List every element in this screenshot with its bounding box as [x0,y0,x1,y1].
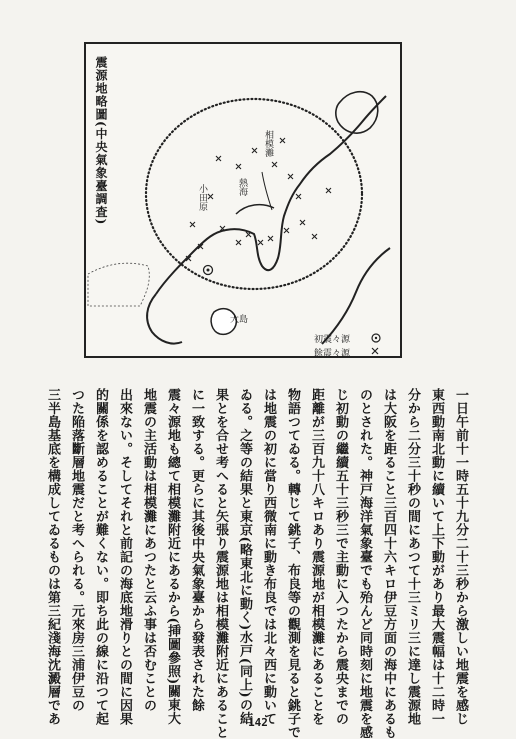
label-atami: 熱海 [237,178,247,196]
text-column: 的關係を認めることが難くない。即ち此の線に沿つて起 [93,388,108,726]
text-column: は地震の初に當り西微南に動き布良では北々西に動いて [261,388,276,726]
coastline-south [147,294,182,344]
text-column: 果とを合せ考へると矢張り震源地は相模灘附近にあること [213,388,228,739]
label-oshima: 大島 [230,315,249,325]
epicenter-map-figure [84,42,402,358]
legend-symbol-aftershock [372,348,378,354]
text-column: ゐる。之等の結果と東京(略東北に動く)水戸(同上)の結 [237,388,252,726]
text-column: 震々源地も總て相模灘附近にあるから(挿圖參照)關東大 [165,388,180,726]
text-column: 出來ない。そしてそれと前記の海底地滑りとの間に因果 [117,388,132,726]
text-column: つた陥落斷層地震だと考へられる。元來房三浦伊豆の [69,388,84,712]
text-column: 距離が三百九十八キロあり震源地が相模灘にあることを [309,388,324,726]
legend-symbol-initial [372,334,380,342]
text-column: 一日午前十一時五十九分二十三秒から激しい地震を感じ [453,388,468,726]
text-column: 三半島基底を構成してゐるものは第三紀淺海沈澱層であ [45,388,60,726]
figure-title: 震源地略圖(中央氣象臺調査) [94,56,108,226]
label-sagami-bay: 相模灘 [263,130,273,157]
initial-epicenter-mark [204,266,213,275]
label-odawara: 小田原 [197,184,207,211]
text-column: のとされた。神戸海洋氣象臺でも殆んど同時刻に地震を感 [357,388,372,739]
text-column: に一致する。更らに其後中央氣象臺から發表された餘 [189,388,204,712]
aftershock-zone [146,99,362,289]
page-number: 142 [248,716,268,729]
epicenter-map [86,44,400,356]
text-column: 地震の主活動は相模灘にあつたと云ふ事は否むことの [141,388,156,712]
legend-item-initial: 初震々源 [314,335,351,345]
coastline-east [322,248,390,344]
coastline [156,96,386,294]
text-column: 分から二分三十秒の間にあつて十三ミリ三に達し震源地 [405,388,420,726]
land-west [88,263,149,306]
text-column: 物語つてゐる。轉じて銚子、布良等の觀測を見ると銚子で [285,388,300,739]
text-column: じ初動の繼續五十三秒三で主動に入つたから震央までの [333,388,348,726]
text-column: は大阪を距ること三百四十六キロ伊豆方面の海中にあるも [381,388,396,739]
legend-item-aftershock: 餘震々源 [314,349,351,359]
text-column: 東西動南北動に續いて上下動があり最大震幅は十二時一 [429,388,444,726]
